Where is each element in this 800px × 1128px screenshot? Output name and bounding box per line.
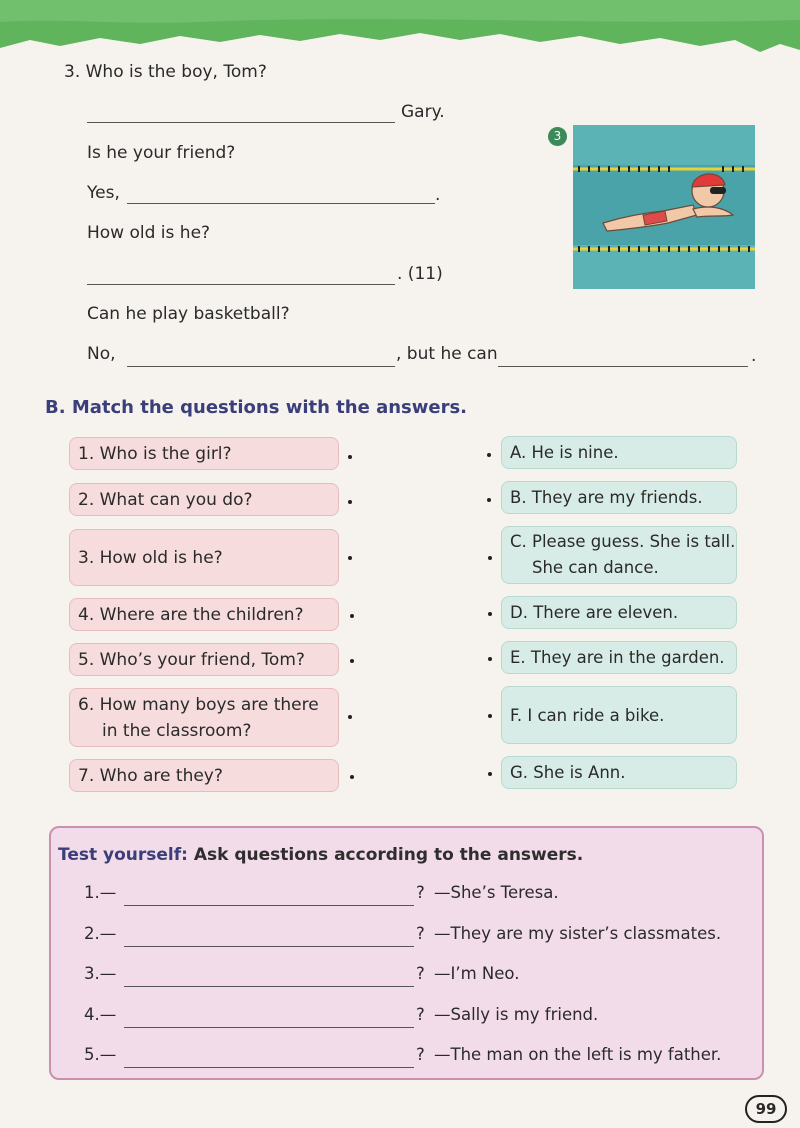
match-answer-b	[501, 481, 737, 514]
section-b-title: B. Match the questions with the answers.	[45, 397, 468, 418]
match-answer-e-text: E. They are in the garden.	[510, 648, 725, 667]
test-item-1-answer: —She’s Teresa.	[434, 883, 559, 902]
match-question-3	[69, 529, 339, 586]
match-answer-c-line1: C. Please guess. She is tall.	[510, 532, 736, 551]
answer-suffix-gary: Gary.	[401, 102, 445, 122]
no-prefix: No,	[87, 344, 116, 364]
test-yourself-instruction: Ask questions according to the answers.	[193, 845, 584, 865]
test-item-2-line[interactable]	[124, 946, 414, 947]
test-item-3-answer: —I’m Neo.	[434, 964, 520, 983]
match-answer-a	[501, 436, 737, 469]
match-answer-a-text: A. He is nine.	[510, 443, 619, 462]
test-yourself-label: Test yourself:	[58, 845, 188, 865]
match-dot-right-b[interactable]	[487, 498, 491, 502]
match-dot-left-2[interactable]	[348, 500, 352, 504]
test-item-2-mark: ?	[416, 924, 425, 943]
test-item-5-answer: —The man on the left is my father.	[434, 1045, 722, 1064]
test-item-1-num: 1.—	[84, 883, 117, 902]
match-dot-right-d[interactable]	[488, 612, 492, 616]
match-dot-right-c[interactable]	[488, 556, 492, 560]
page-number: 99	[745, 1095, 787, 1123]
match-dot-left-3[interactable]	[348, 556, 352, 560]
match-answer-d	[501, 596, 737, 629]
match-question-6-line1: 6. How many boys are there	[78, 694, 319, 715]
match-question-7	[69, 759, 339, 792]
match-question-7-text: 7. Who are they?	[78, 765, 223, 786]
match-answer-d-text: D. There are eleven.	[510, 603, 679, 622]
match-answer-f	[501, 686, 737, 744]
match-dot-left-1[interactable]	[348, 455, 352, 459]
test-yourself-title	[58, 845, 583, 865]
test-item-3-mark: ?	[416, 964, 425, 983]
yes-suffix: .	[435, 185, 441, 205]
match-question-5-text: 5. Who’s your friend, Tom?	[78, 649, 305, 670]
test-item-1-line[interactable]	[124, 905, 414, 906]
match-dot-left-4[interactable]	[350, 614, 354, 618]
match-answer-e	[501, 641, 737, 674]
match-answer-g	[501, 756, 737, 789]
picture-number-badge: 3	[548, 127, 567, 146]
answer-line-2[interactable]	[127, 203, 435, 204]
question-3-title: 3. Who is the boy, Tom?	[64, 62, 267, 82]
match-question-2	[69, 483, 339, 516]
match-answer-f-text: F. I can ride a bike.	[510, 705, 665, 725]
match-question-6	[69, 688, 339, 747]
test-item-5-line[interactable]	[124, 1067, 414, 1068]
question-age: How old is he?	[87, 223, 211, 243]
end-dot: .	[751, 346, 757, 366]
test-item-5-mark: ?	[416, 1045, 425, 1064]
question-basketball: Can he play basketball?	[87, 304, 290, 324]
match-question-6-line2: in the classroom?	[102, 720, 252, 741]
match-dot-left-7[interactable]	[350, 775, 354, 779]
test-item-3-line[interactable]	[124, 986, 414, 987]
test-item-3-num: 3.—	[84, 964, 117, 983]
answer-line-5[interactable]	[498, 366, 748, 367]
match-answer-c	[501, 526, 737, 584]
but-text: , but he can	[396, 344, 498, 364]
match-answer-g-text: G. She is Ann.	[510, 763, 626, 782]
match-question-3-text: 3. How old is he?	[78, 547, 223, 568]
match-question-1	[69, 437, 339, 470]
test-item-2-num: 2.—	[84, 924, 117, 943]
match-dot-right-e[interactable]	[488, 657, 492, 661]
match-dot-right-f[interactable]	[488, 714, 492, 718]
test-item-1-mark: ?	[416, 883, 425, 902]
answer-line-4[interactable]	[127, 366, 395, 367]
answer-line-3[interactable]	[87, 284, 395, 285]
match-dot-right-a[interactable]	[487, 453, 491, 457]
top-decorative-band	[0, 0, 800, 60]
test-item-4-num: 4.—	[84, 1005, 117, 1024]
match-question-1-text: 1. Who is the girl?	[78, 443, 232, 464]
match-dot-right-g[interactable]	[488, 772, 492, 776]
match-question-4-text: 4. Where are the children?	[78, 604, 304, 625]
age-hint: . (11)	[397, 264, 443, 284]
match-dot-left-5[interactable]	[350, 659, 354, 663]
match-question-4	[69, 598, 339, 631]
test-item-4-mark: ?	[416, 1005, 425, 1024]
test-item-5-num: 5.—	[84, 1045, 117, 1064]
answer-line-1[interactable]	[87, 122, 395, 123]
match-answer-b-text: B. They are my friends.	[510, 488, 703, 507]
test-item-2-answer: —They are my sister’s classmates.	[434, 924, 722, 943]
match-answer-c-line2: She can dance.	[532, 558, 659, 577]
swimmer-illustration	[573, 125, 755, 289]
test-item-4-line[interactable]	[124, 1027, 414, 1028]
test-item-4-answer: —Sally is my friend.	[434, 1005, 599, 1024]
match-question-2-text: 2. What can you do?	[78, 489, 253, 510]
match-dot-left-6[interactable]	[348, 715, 352, 719]
yes-prefix: Yes,	[87, 183, 120, 203]
match-question-5	[69, 643, 339, 676]
question-friend: Is he your friend?	[87, 143, 236, 163]
